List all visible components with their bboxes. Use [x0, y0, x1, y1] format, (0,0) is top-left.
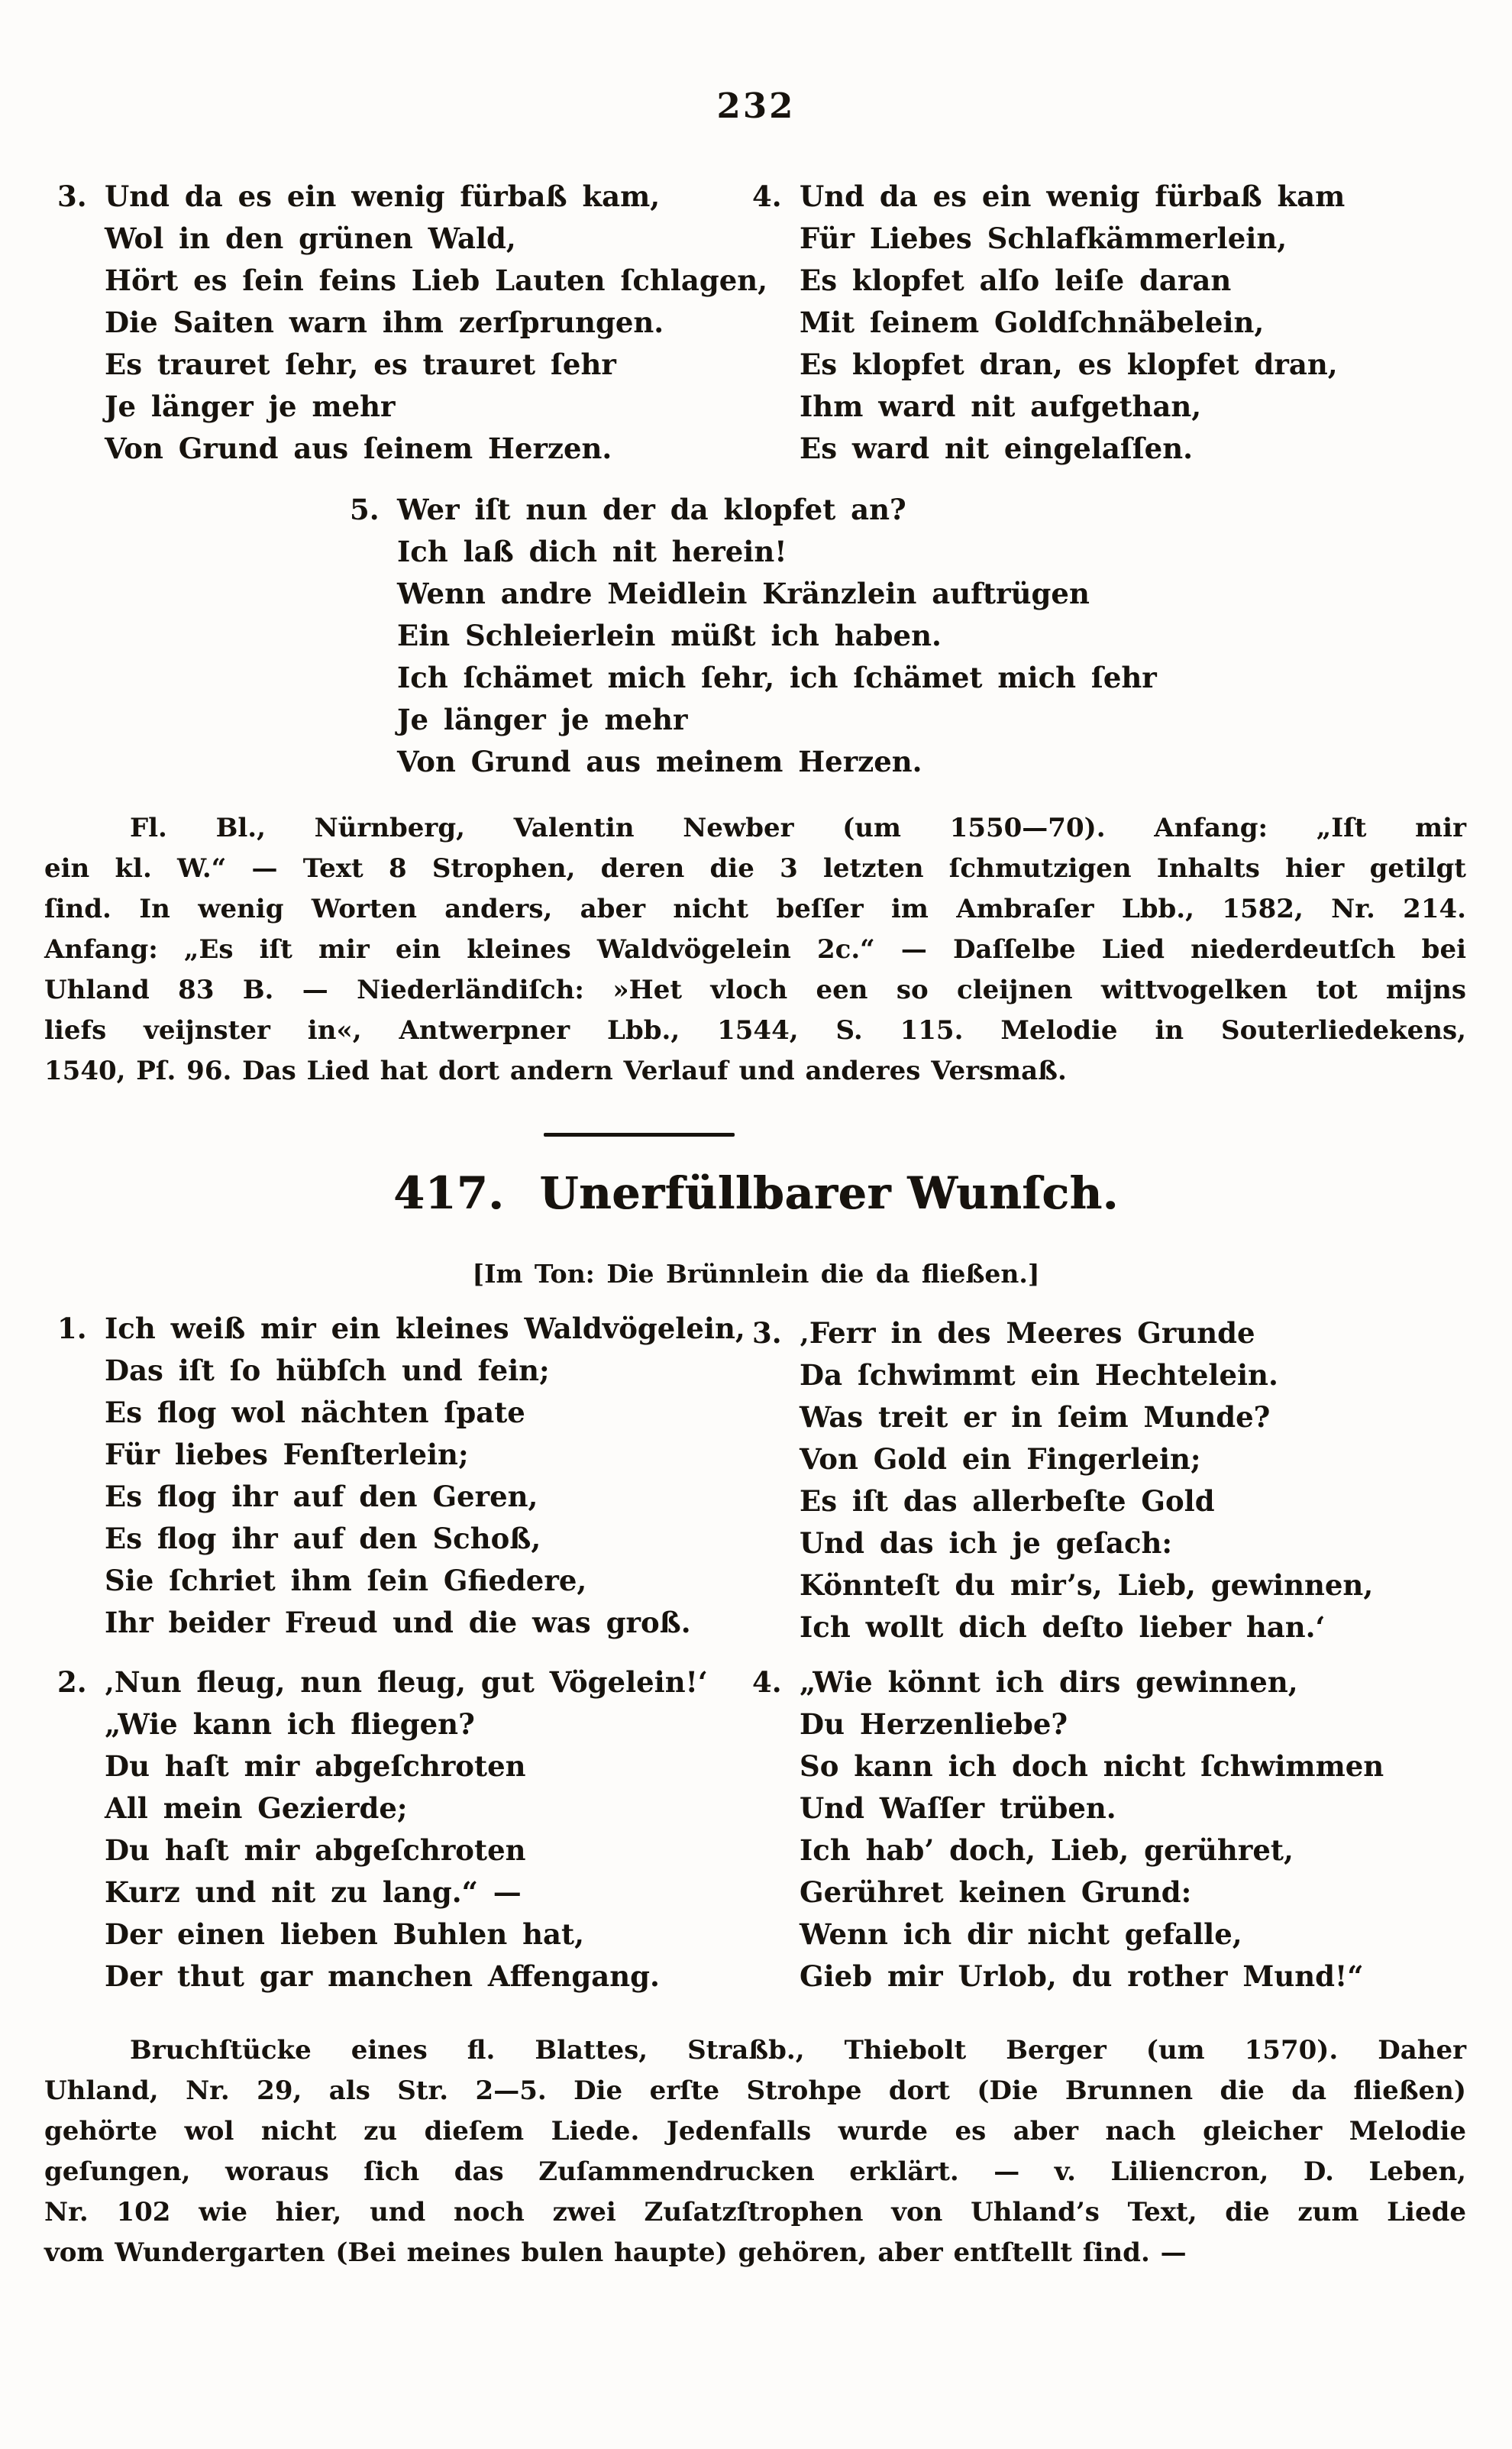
stanza-number: 3.: [57, 180, 87, 213]
stanza-lines: [800, 1312, 1373, 1648]
verse-line: Und das ich je geſach:: [800, 1526, 1173, 1560]
verse-line: Ihm ward nit aufgethan,: [800, 390, 1202, 423]
verse-line: So kann ich doch nicht ſchwimmen: [800, 1749, 1384, 1783]
verse-line: Mit ſeinem Goldſchnäbelein,: [800, 306, 1265, 339]
verse-line: Es ward nit eingelaſſen.: [800, 432, 1194, 465]
verse-line: Von Gold ein Fingerlein;: [800, 1442, 1201, 1476]
note-line: Uhland, Nr. 29, als Str. 2—5. Die erſte Strohpe dort (Die Brunnen die da fließen): [44, 2075, 1466, 2106]
prev-song-stanza-5: [350, 489, 1157, 783]
verse-line: Es klopfet alſo leiſe daran: [800, 264, 1232, 297]
section-divider: [544, 1133, 735, 1137]
verse-line: Ein Schleierlein müßt ich haben.: [397, 619, 942, 652]
verse-line: Der einen lieben Buhlen hat,: [105, 1917, 584, 1951]
verse-line: Von Grund aus ſeinem Herzen.: [105, 432, 612, 465]
stanza-lines: [397, 489, 1157, 783]
song-tone-direction: [Im Ton: Die Brünnlein die da fließen.]: [472, 1259, 1040, 1289]
note-line: liefs veijnster in«, Antwerpner Lbb., 1544, S. 115. Melodie in Souterliedekens,: [44, 1015, 1466, 1046]
verse-line: Es flog ihr auf den Geren,: [105, 1480, 538, 1513]
verse-line: Es klopfet dran, es klopfet dran,: [800, 348, 1338, 381]
song-417-stanza-4: [752, 1661, 1384, 1998]
note-line: Uhland 83 B. — Niederländiſch: »Het vloch een so cleijnen wittvogelken tot mijns: [44, 975, 1466, 1005]
verse-line: Für liebes Fenſterlein;: [105, 1438, 469, 1471]
verse-line: Ihr beider Freud und die was groß.: [105, 1606, 691, 1639]
stanza-lines: [800, 176, 1345, 470]
verse-line: Wer iſt nun der da klopfet an?: [397, 493, 906, 526]
verse-line: Wol in den grünen Wald,: [105, 222, 516, 255]
stanza-number: 4.: [752, 1665, 782, 1699]
prev-song-source-note: [44, 808, 1466, 1092]
song-417-stanza-1: [57, 1308, 745, 1644]
stanza-lines: [800, 1661, 1384, 1998]
verse-line: Je länger je mehr: [397, 703, 688, 736]
verse-line: Es flog ihr auf den Schoß,: [105, 1522, 541, 1555]
verse-line: Und da es ein wenig fürbaß kam: [800, 180, 1346, 213]
verse-line: Ich ſchämet mich ſehr, ich ſchämet mich ſehr: [397, 661, 1157, 694]
song-417-stanza-3: [752, 1312, 1373, 1648]
stanza-number: 4.: [752, 180, 782, 213]
verse-line: Die Saiten warn ihm zerſprungen.: [105, 306, 664, 339]
verse-line: Es iſt das allerbeſte Gold: [800, 1484, 1215, 1518]
song-number: 417.: [393, 1167, 505, 1219]
verse-line: „Wie könnt ich dirs gewinnen,: [800, 1665, 1298, 1699]
stanza-number: 3.: [752, 1316, 782, 1350]
verse-line: All mein Gezierde;: [105, 1791, 408, 1825]
stanza-lines: [105, 1661, 708, 1998]
note-line: Fl. Bl., Nürnberg, Valentin Newber (um 1550—70). Anfang: „Iſt mir: [130, 813, 1466, 843]
stanza-number: 5.: [350, 493, 380, 526]
verse-line: Der thut gar manchen Affengang.: [105, 1959, 660, 1993]
verse-line: Ich laß dich nit herein!: [397, 535, 787, 568]
verse-line: Von Grund aus meinem Herzen.: [397, 745, 922, 778]
verse-line: Ich wollt dich deſto lieber han.‘: [800, 1610, 1326, 1644]
verse-line: Gieb mir Urlob, du rother Mund!“: [800, 1959, 1364, 1993]
stanza-lines: [105, 176, 767, 470]
verse-line: Ich weiß mir ein kleines Waldvögelein,: [105, 1312, 745, 1345]
verse-line: Je länger je mehr: [105, 390, 396, 423]
stanza-number: 1.: [57, 1312, 87, 1345]
verse-line: Was treit er in ſeim Munde?: [800, 1400, 1271, 1434]
verse-line: Hört es ſein feins Lieb Lauten ſchlagen,: [105, 264, 768, 297]
verse-line: Da ſchwimmt ein Hechtelein.: [800, 1358, 1278, 1392]
prev-song-stanza-3: [57, 176, 767, 470]
song-417-source-note: [44, 2030, 1466, 2273]
verse-line: Du haſt mir abgeſchroten: [105, 1833, 526, 1867]
song-417-stanza-2: [57, 1661, 708, 1998]
note-line: gehörte wol nicht zu dieſem Liede. Jedenfalls wurde es aber nach gleicher Melodie: [44, 2116, 1466, 2147]
verse-line: Du haſt mir abgeſchroten: [105, 1749, 526, 1783]
note-line: Nr. 102 wie hier, und noch zwei Zuſatzſtrophen von Uhland’s Text, die zum Liede: [44, 2197, 1466, 2227]
page-number: 232: [716, 86, 796, 126]
song-heading: [0, 1167, 1512, 1219]
verse-line: Gerühret keinen Grund:: [800, 1875, 1192, 1909]
verse-line: Ich hab’ doch, Lieb, gerühret,: [800, 1833, 1294, 1867]
verse-line: Das iſt ſo hübſch und fein;: [105, 1354, 550, 1387]
note-line: geſungen, woraus ſich das Zuſammendrucken erklärt. — v. Liliencron, D. Leben,: [44, 2156, 1466, 2187]
verse-line: Kurz und nit zu lang.“ —: [105, 1875, 522, 1909]
song-title: Unerfüllbarer Wunſch.: [539, 1167, 1119, 1219]
note-line: ein kl. W.“ — Text 8 Strophen, deren die 3 letzten ſchmutzigen Inhalts hier getilgt: [44, 853, 1466, 884]
verse-line: Es trauret ſehr, es trauret ſehr: [105, 348, 616, 381]
verse-line: Wenn ich dir nicht gefalle,: [800, 1917, 1242, 1951]
verse-line: Für Liebes Schlafkämmerlein,: [800, 222, 1287, 255]
stanza-number: 2.: [57, 1665, 87, 1699]
note-line: 1540, Pſ. 96. Das Lied hat dort andern Verlauf und anderes Versmaß.: [44, 1056, 1067, 1086]
verse-line: Und Waſſer trüben.: [800, 1791, 1116, 1825]
verse-line: ‚Ferr in des Meeres Grunde: [800, 1316, 1255, 1350]
note-line: vom Wundergarten (Bei meines bulen haupte) gehören, aber entſtellt ſind. —: [44, 2237, 1187, 2268]
note-line: Bruchſtücke eines fl. Blattes, Straßb., Thiebolt Berger (um 1570). Daher: [130, 2035, 1466, 2066]
verse-line: Du Herzenliebe?: [800, 1707, 1068, 1741]
verse-line: Könnteſt du mir’s, Lieb, gewinnen,: [800, 1568, 1374, 1602]
verse-line: Sie ſchriet ihm ſein Gfiedere,: [105, 1564, 587, 1597]
verse-line: ‚Nun fleug, nun fleug, gut Vögelein!‘: [105, 1665, 708, 1699]
verse-line: „Wie kann ich fliegen?: [105, 1707, 475, 1741]
prev-song-stanza-4: [752, 176, 1345, 470]
note-line: ſind. In wenig Worten anders, aber nicht beſſer im Ambraſer Lbb., 1582, Nr. 214.: [44, 894, 1466, 924]
verse-line: Wenn andre Meidlein Kränzlein auftrügen: [397, 577, 1090, 610]
note-line: Anfang: „Es iſt mir ein kleines Waldvögelein 2c.“ — Daſſelbe Lied niederdeutſch bei: [44, 934, 1466, 965]
verse-line: Und da es ein wenig fürbaß kam,: [105, 180, 661, 213]
stanza-lines: [105, 1308, 745, 1644]
verse-line: Es flog wol nächten ſpate: [105, 1396, 525, 1429]
